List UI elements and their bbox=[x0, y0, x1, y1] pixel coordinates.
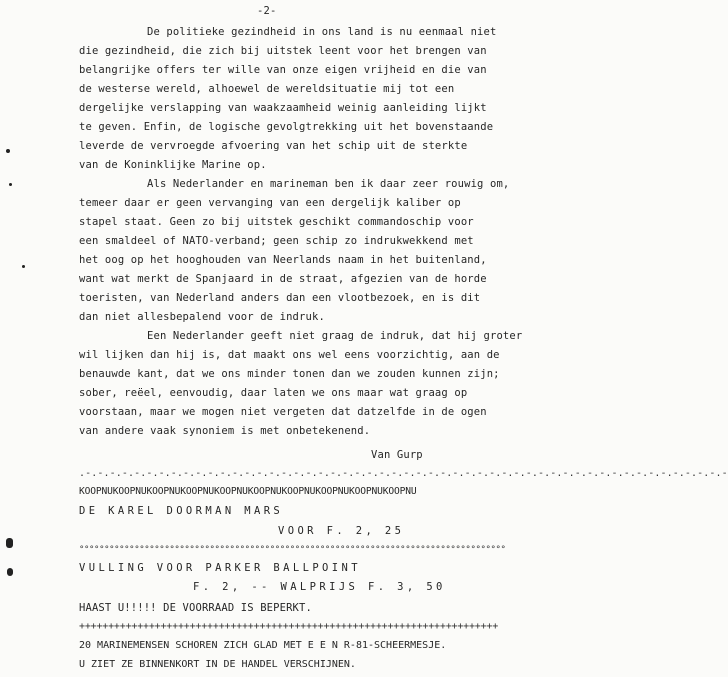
paragraph-2-line: stapel staat. Geen zo bij uitstek geschikt commandoschip voor bbox=[79, 216, 474, 228]
paragraph-1-line: die gezindheid, die zich bij uitstek leent voor het brengen van bbox=[79, 45, 487, 57]
paragraph-1-line: belangrijke offers ter wille van onze eigen vrijheid en die van bbox=[79, 64, 487, 76]
paragraph-2-line: een smaldeel of NATO-verband; geen schip zo indrukwekkend met bbox=[79, 235, 474, 247]
ad-razor-line-2: U ZIET ZE BINNENKORT IN DE HANDEL VERSCHIJNEN. bbox=[79, 659, 356, 670]
scan-speck bbox=[6, 149, 10, 153]
punch-hole-mark bbox=[7, 568, 13, 576]
paragraph-1-line: dergelijke verslapping van waakzaamheid weinig aanleiding lijkt bbox=[79, 102, 487, 114]
paragraph-1-line: van de Koninklijke Marine op. bbox=[79, 159, 267, 171]
paragraph-3-line: wil lijken dan hij is, dat maakt ons wel eens voorzichtig, aan de bbox=[79, 349, 500, 361]
ad-parker-urgency: HAAST U!!!!! DE VOORRAAD IS BEPERKT. bbox=[79, 602, 312, 614]
scan-speck bbox=[22, 265, 25, 268]
paragraph-2-line: want wat merkt de Spanjaard in de straat, afgezien van de horde bbox=[79, 273, 487, 285]
divider-circles: °°°°°°°°°°°°°°°°°°°°°°°°°°°°°°°°°°°°°°°°°°°°°°°°°°°°°°°°°°°°°°°°°°°°°°°°°°°°°°°°°°°°° bbox=[79, 545, 506, 555]
ad-razor-line-1: 20 MARINEMENSEN SCHOREN ZICH GLAD MET E E N R-81-SCHEERMESJE. bbox=[79, 640, 447, 651]
punch-hole-mark bbox=[6, 538, 13, 548]
page-number: -2- bbox=[257, 5, 277, 17]
divider-dash-dot: .-.-.-.-.-.-.-.-.-.-.-.-.-.-.-.-.-.-.-.-.-.-.-.-.-.-.-.-.-.-.-.-.-.-.-.-.-.-.-.-.-.-.-.-.-.-.-.-.-.-.-.-.- bbox=[79, 468, 728, 479]
ad-parker-title: VULLING VOOR PARKER BALLPOINT bbox=[79, 562, 361, 574]
paragraph-3-line: sober, reëel, eenvoudig, daar laten we ons maar wat graag op bbox=[79, 387, 468, 399]
ad-karel-doorman-price: VOOR F. 2, 25 bbox=[278, 525, 405, 537]
paragraph-3-line: benauwde kant, dat we ons minder tonen dan we zouden kunnen zijn; bbox=[79, 368, 500, 380]
paragraph-2-line: temeer daar er geen vervanging van een dergelijk kaliber op bbox=[79, 197, 461, 209]
ad-parker-price: F. 2, -- WALPRIJS F. 3, 50 bbox=[193, 581, 446, 593]
divider-koopnu: KOOPNUKOOPNUKOOPNUKOOPNUKOOPNUKOOPNUKOOPNUKOOPNUKOOPNUKOOPNU bbox=[79, 486, 417, 497]
paragraph-1-line: leverde de vervroegde afvoering van het schip uit de sterkte bbox=[79, 140, 468, 152]
signature: Van Gurp bbox=[371, 449, 423, 461]
ad-karel-doorman-title: DE KAREL DOORMAN MARS bbox=[79, 505, 284, 517]
paragraph-2-line: toeristen, van Nederland anders dan een vlootbezoek, en is dit bbox=[79, 292, 481, 304]
paragraph-1-line: te geven. Enfin, de logische gevolgtrekking uit het bovenstaande bbox=[79, 121, 494, 133]
paragraph-3-line: van andere vaak synoniem is met onbetekenend. bbox=[79, 425, 371, 437]
paragraph-3-line: voorstaan, maar we mogen niet vergeten dat datzelfde in de ogen bbox=[79, 406, 487, 418]
paragraph-1-line: De politieke gezindheid in ons land is nu eenmaal niet bbox=[147, 26, 497, 38]
divider-plus: ++++++++++++++++++++++++++++++++++++++++++++++++++++++++++++++++++++++++ bbox=[79, 621, 499, 632]
paragraph-2-line: Als Nederlander en marineman ben ik daar zeer rouwig om, bbox=[147, 178, 510, 190]
paragraph-2-line: het oog op het hooghouden van Neerlands naam in het buitenland, bbox=[79, 254, 487, 266]
paragraph-2-line: dan niet allesbepalend voor de indruk. bbox=[79, 311, 325, 323]
paragraph-1-line: de westerse wereld, alhoewel de wereldsituatie mij tot een bbox=[79, 83, 455, 95]
scan-speck bbox=[9, 183, 12, 186]
paragraph-3-line: Een Nederlander geeft niet graag de indruk, dat hij groter bbox=[147, 330, 523, 342]
